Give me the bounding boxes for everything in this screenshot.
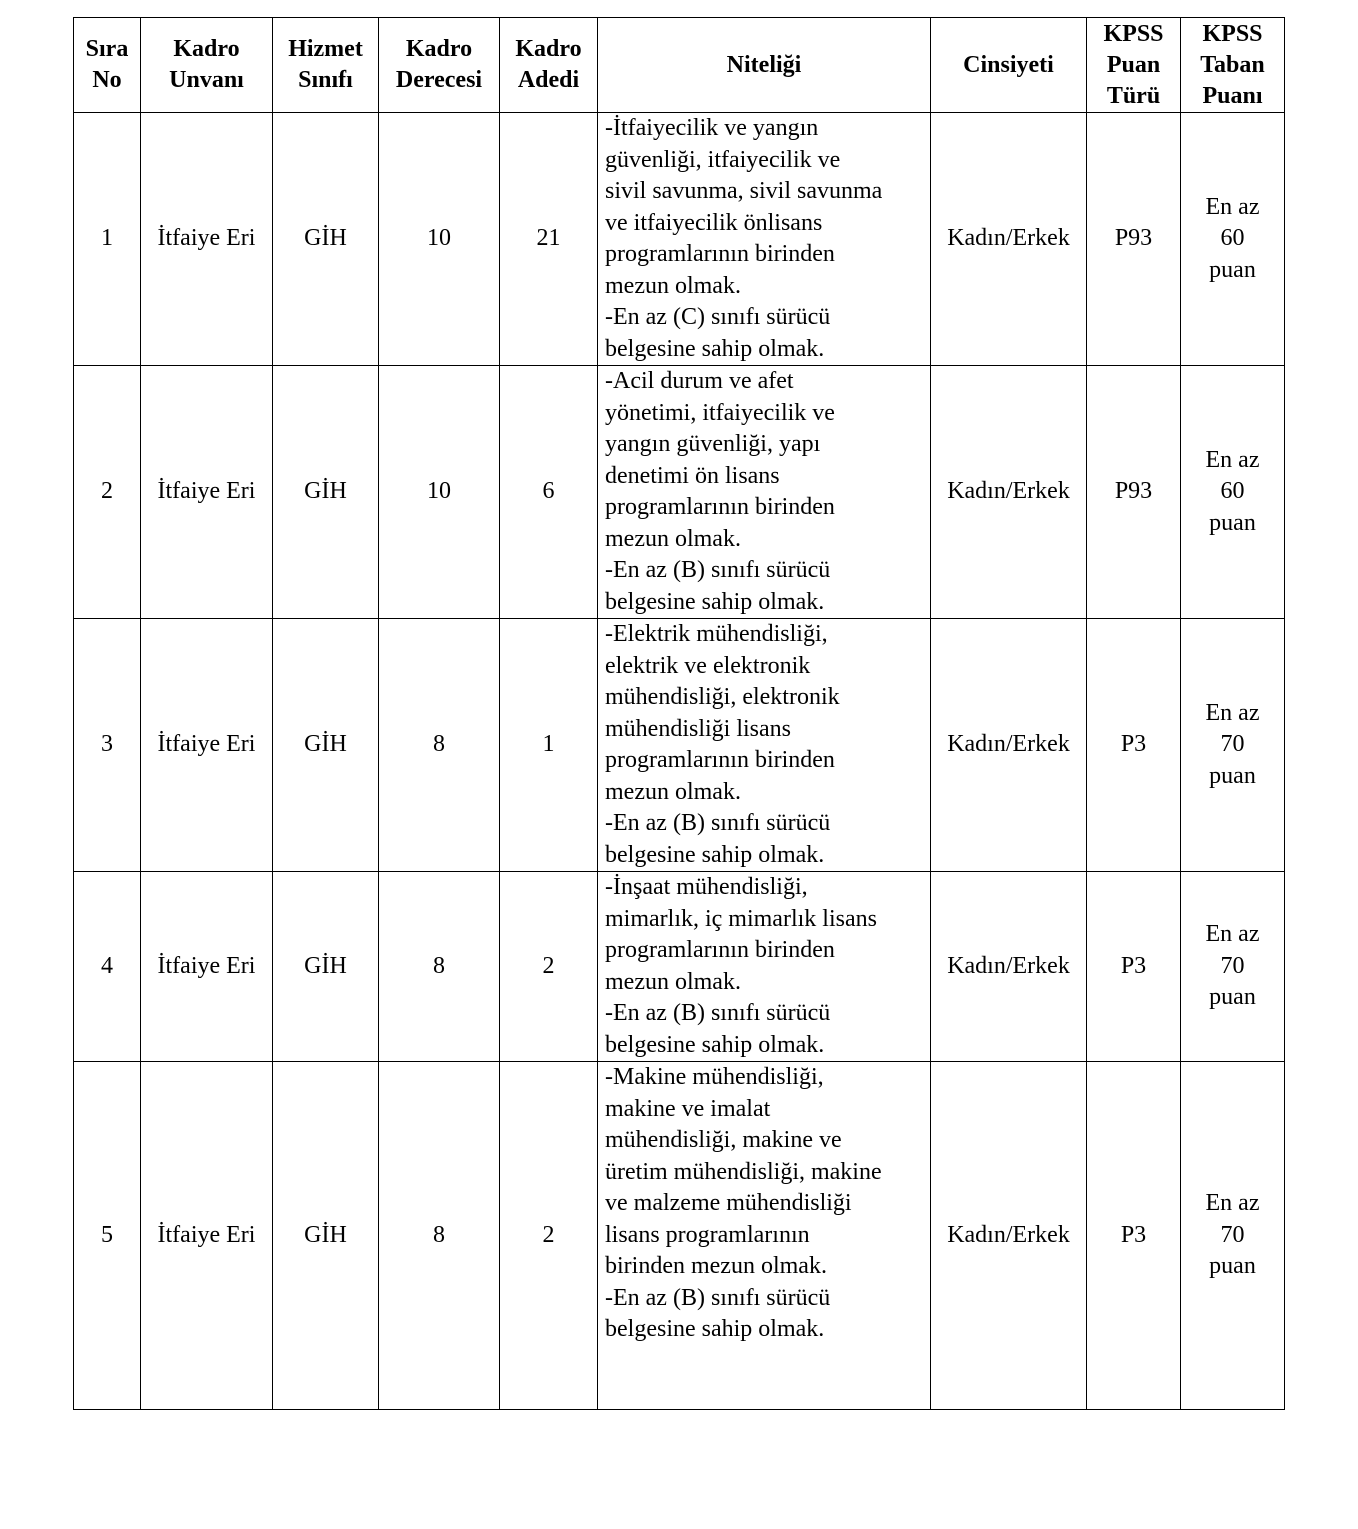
cell-sira-no: 5	[74, 1062, 141, 1410]
header-kpss-taban-puani: KPSS Taban Puanı	[1181, 18, 1285, 113]
cell-kadro-unvani: İtfaiye Eri	[141, 872, 273, 1062]
header-hizmet-sinifi: Hizmet Sınıfı	[273, 18, 379, 113]
cell-kadro-adedi: 6	[500, 366, 598, 619]
header-sira-no: Sıra No	[74, 18, 141, 113]
cell-kadro-derecesi: 10	[379, 366, 500, 619]
cell-cinsiyeti: Kadın/Erkek	[931, 1062, 1087, 1410]
cell-hizmet-sinifi: GİH	[273, 113, 379, 366]
cell-kpss-puan-turu: P3	[1087, 619, 1181, 872]
cell-niteligi: -Elektrik mühendisliği, elektrik ve elektronik mühendisliği, elektronik mühendisliği lisans programlarının birinden mezun olmak. -En az (B) sınıfı sürücü belgesine sahip olmak.	[598, 619, 931, 872]
cell-kadro-derecesi: 8	[379, 619, 500, 872]
cell-kadro-derecesi: 10	[379, 113, 500, 366]
cell-kadro-unvani: İtfaiye Eri	[141, 619, 273, 872]
header-kadro-adedi: Kadro Adedi	[500, 18, 598, 113]
cell-cinsiyeti: Kadın/Erkek	[931, 619, 1087, 872]
table-row	[74, 366, 1285, 619]
cell-niteligi: -Makine mühendisliği, makine ve imalat mühendisliği, makine ve üretim mühendisliği, makine ve malzeme mühendisliği lisans programlarının birinden mezun olmak. -En az (B) sınıfı sürücü belgesine sahip olmak.	[598, 1062, 931, 1410]
cell-kpss-taban-puani: En az 70 puan	[1181, 872, 1285, 1062]
cell-sira-no: 3	[74, 619, 141, 872]
cell-kpss-taban-puani: En az 70 puan	[1181, 1062, 1285, 1410]
header-kadro-unvani: Kadro Unvanı	[141, 18, 273, 113]
cell-kpss-taban-puani: En az 60 puan	[1181, 113, 1285, 366]
header-kpss-puan-turu: KPSS Puan Türü	[1087, 18, 1181, 113]
header-cinsiyeti: Cinsiyeti	[931, 18, 1087, 113]
cell-niteligi: -Acil durum ve afet yönetimi, itfaiyecilik ve yangın güvenliği, yapı denetimi ön lisans programlarının birinden mezun olmak. -En az (B) sınıfı sürücü belgesine sahip olmak.	[598, 366, 931, 619]
cell-kadro-adedi: 1	[500, 619, 598, 872]
cell-cinsiyeti: Kadın/Erkek	[931, 872, 1087, 1062]
cell-cinsiyeti: Kadın/Erkek	[931, 113, 1087, 366]
cell-hizmet-sinifi: GİH	[273, 366, 379, 619]
cell-kadro-adedi: 21	[500, 113, 598, 366]
staff-positions-table	[73, 17, 1285, 1410]
cell-sira-no: 4	[74, 872, 141, 1062]
cell-cinsiyeti: Kadın/Erkek	[931, 366, 1087, 619]
cell-kpss-taban-puani: En az 70 puan	[1181, 619, 1285, 872]
cell-kpss-puan-turu: P93	[1087, 366, 1181, 619]
cell-kpss-puan-turu: P93	[1087, 113, 1181, 366]
cell-kadro-derecesi: 8	[379, 1062, 500, 1410]
cell-kadro-adedi: 2	[500, 872, 598, 1062]
cell-sira-no: 1	[74, 113, 141, 366]
cell-kadro-derecesi: 8	[379, 872, 500, 1062]
cell-hizmet-sinifi: GİH	[273, 1062, 379, 1410]
table-row	[74, 619, 1285, 872]
cell-kadro-adedi: 2	[500, 1062, 598, 1410]
cell-kadro-unvani: İtfaiye Eri	[141, 366, 273, 619]
cell-kadro-unvani: İtfaiye Eri	[141, 1062, 273, 1410]
header-kadro-derecesi: Kadro Derecesi	[379, 18, 500, 113]
table-row	[74, 872, 1285, 1062]
table-header-row	[74, 18, 1285, 113]
table-row	[74, 113, 1285, 366]
cell-hizmet-sinifi: GİH	[273, 619, 379, 872]
table-row	[74, 1062, 1285, 1410]
header-niteligi: Niteliği	[598, 18, 931, 113]
cell-niteligi: -İnşaat mühendisliği, mimarlık, iç mimarlık lisans programlarının birinden mezun olmak. -En az (B) sınıfı sürücü belgesine sahip olmak.	[598, 872, 931, 1062]
cell-niteligi: -İtfaiyecilik ve yangın güvenliği, itfaiyecilik ve sivil savunma, sivil savunma ve itfaiyecilik önlisans programlarının birinden mezun olmak. -En az (C) sınıfı sürücü belgesine sahip olmak.	[598, 113, 931, 366]
cell-hizmet-sinifi: GİH	[273, 872, 379, 1062]
cell-kadro-unvani: İtfaiye Eri	[141, 113, 273, 366]
cell-sira-no: 2	[74, 366, 141, 619]
cell-kpss-puan-turu: P3	[1087, 1062, 1181, 1410]
cell-kpss-taban-puani: En az 60 puan	[1181, 366, 1285, 619]
cell-kpss-puan-turu: P3	[1087, 872, 1181, 1062]
